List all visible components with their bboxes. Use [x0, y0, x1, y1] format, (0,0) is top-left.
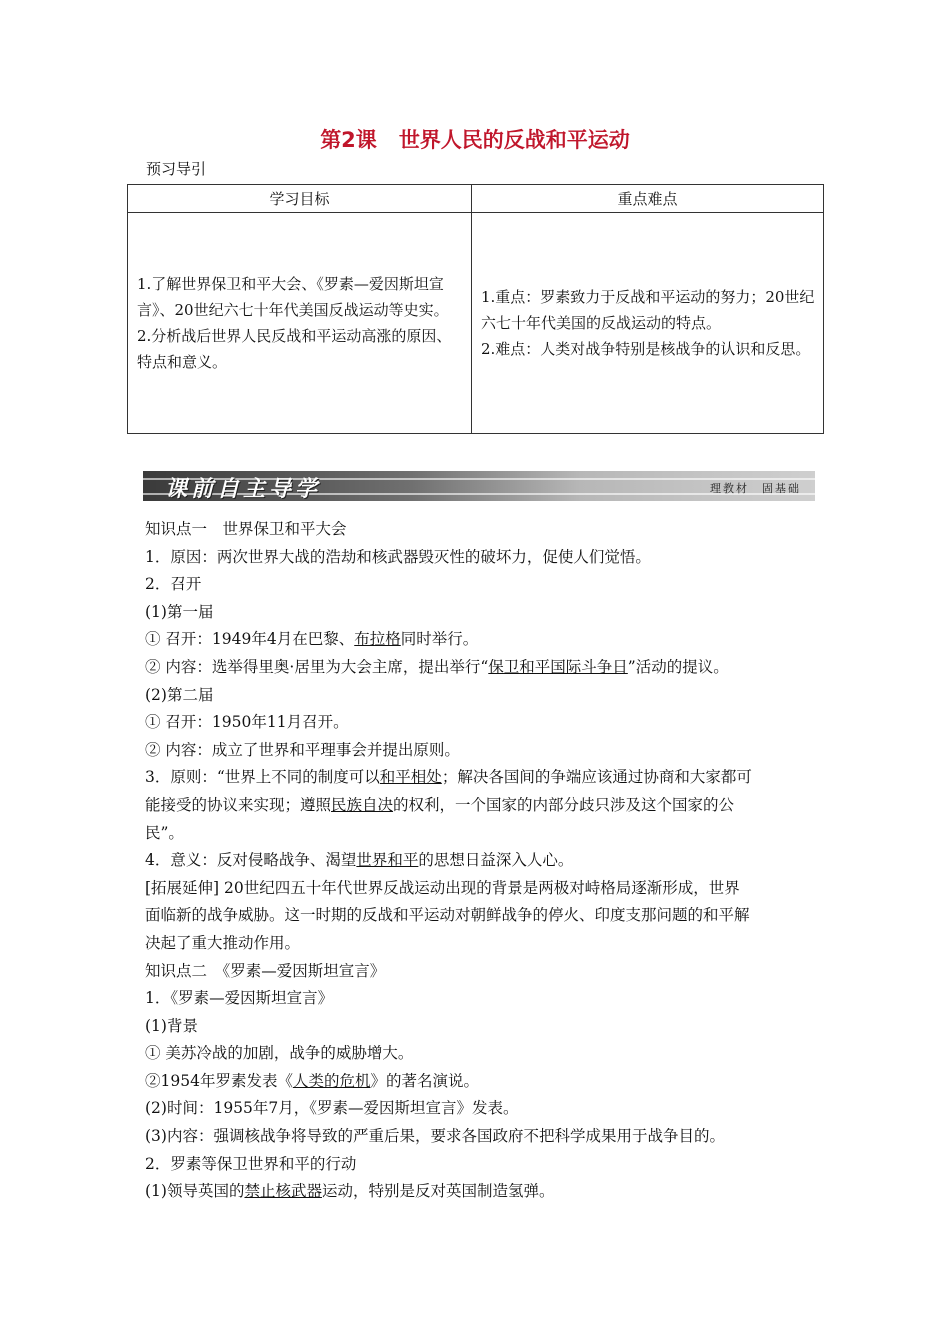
- text-line: [145, 571, 825, 599]
- answer-text: 布拉格: [354, 630, 401, 649]
- line-text: [拓展延伸] 20世纪四五十年代世界反战运动出现的背景是两极对峙格局逐渐形成，世界: [145, 878, 740, 897]
- line-text: (2)时间：1955年7月，《罗素—爱因斯坦宣言》发表。: [145, 1099, 519, 1118]
- line-text: ② 内容：选举得里奥·居里为大会主席，提出举行“: [145, 657, 489, 676]
- line-text: ② 内容：成立了世界和平理事会并提出原则。: [145, 740, 460, 759]
- text-line: [145, 764, 825, 792]
- line-text: 3．原则：“世界上不同的制度可以: [145, 768, 380, 787]
- text-line: [145, 1123, 825, 1151]
- line-text: 能接受的协议来实现；遵照: [145, 795, 332, 814]
- line-text: 2．召开: [145, 575, 202, 594]
- text-line: [145, 1040, 825, 1068]
- preview-label: 预习导引: [146, 160, 207, 178]
- goals-cell: [128, 213, 472, 434]
- text-line: [145, 737, 825, 765]
- answer-text: 保卫和平国际斗争日: [488, 657, 628, 676]
- line-text: ① 召开：1950年11月召开。: [145, 713, 349, 732]
- line-text: (2)第二届: [145, 685, 214, 704]
- goals-table: [127, 184, 824, 434]
- text-line: [145, 1095, 825, 1123]
- focus-cell: [472, 213, 824, 434]
- line-text: 同时举行。: [400, 630, 479, 649]
- line-text: 》的著名演说。: [370, 1071, 479, 1090]
- answer-text: 人类的危机: [292, 1071, 371, 1090]
- text-line: [145, 1151, 825, 1179]
- line-text: 4．意义：反对侵略战争、渴望: [145, 851, 357, 870]
- text-line: [145, 792, 825, 820]
- goals-item: 1.了解世界保卫和平大会、《罗素—爱因斯坦宣言》、20世纪六七十年代美国反战运动等史实。: [137, 275, 449, 319]
- line-text: 决起了重大推动作用。: [145, 933, 301, 952]
- line-text: (1)第一届: [145, 602, 214, 621]
- answer-text: 世界和平: [356, 851, 419, 870]
- focus-item: 2.难点：人类对战争特别是核战争的认识和反思。: [481, 340, 811, 358]
- line-text: 民”。: [145, 823, 184, 842]
- text-line: [145, 902, 825, 930]
- text-line: [145, 599, 825, 627]
- text-line: [145, 875, 825, 903]
- text-line: [145, 682, 825, 710]
- goals-item: 2.分析战后世界人民反战和平运动高涨的原因、特点和意义。: [137, 327, 452, 371]
- text-line: [145, 847, 825, 875]
- line-text: 知识点一 世界保卫和平大会: [145, 520, 347, 538]
- line-text: ① 美苏冷战的加剧，战争的威胁增大。: [145, 1044, 414, 1063]
- lesson-name: 世界人民的反战和平运动: [398, 128, 630, 152]
- answer-text: 禁止核武器: [244, 1182, 322, 1201]
- focus-header: 重点难点: [472, 185, 824, 213]
- line-text: ；解决各国间的争端应该通过协商和大家都可: [441, 768, 752, 787]
- goals-header: 学习目标: [128, 185, 472, 213]
- text-line: [145, 820, 825, 848]
- text-line: [145, 709, 825, 737]
- section-banner: [143, 471, 815, 501]
- line-text: 1．《罗素—爱因斯坦宣言》: [145, 989, 334, 1008]
- line-text: 运动，特别是反对英国制造氢弹。: [321, 1182, 555, 1201]
- line-text: 面临新的战争威胁。这一时期的反战和平运动对朝鲜战争的停火、印度支那问题的和平解: [145, 906, 750, 925]
- content-body: [145, 516, 825, 1206]
- line-text: ②1954年罗素发表《: [145, 1071, 293, 1090]
- text-line: [145, 1013, 825, 1041]
- line-text: (1)背景: [145, 1016, 198, 1035]
- banner-title: 课前自主导学: [165, 477, 322, 502]
- text-line: [145, 626, 825, 654]
- line-text: 2．罗素等保卫世界和平的行动: [145, 1154, 357, 1173]
- line-text: (1)领导英国的: [145, 1182, 245, 1201]
- answer-text: 和平相处: [379, 768, 442, 787]
- answer-text: 民族自决: [331, 795, 394, 814]
- text-line: [145, 516, 825, 544]
- line-text: ① 召开：1949年4月在巴黎、: [145, 630, 355, 649]
- text-line: [145, 930, 825, 958]
- line-text: 的思想日益深入人心。: [418, 851, 574, 870]
- line-text: 的权利，一个国家的内部分歧只涉及这个国家的公: [393, 795, 735, 814]
- lesson-number: 第2课: [320, 128, 377, 152]
- page-title: [0, 124, 950, 154]
- text-line: [145, 1178, 825, 1206]
- banner-subtitle: 理教材 固基础: [710, 482, 801, 495]
- text-line: [145, 985, 825, 1013]
- text-line: [145, 958, 825, 986]
- line-text: ”活动的提议。: [627, 657, 729, 676]
- text-line: [145, 544, 825, 572]
- text-line: [145, 654, 825, 682]
- line-text: 1．原因：两次世界大战的浩劫和核武器毁灭性的破坏力，促使人们觉悟。: [145, 547, 651, 566]
- line-text: (3)内容：强调核战争将导致的严重后果，要求各国政府不把科学成果用于战争目的。: [145, 1127, 725, 1146]
- focus-item: 1.重点：罗素致力于反战和平运动的努力；20世纪六七十年代美国的反战运动的特点。: [481, 288, 815, 332]
- line-text: 知识点二 《罗素—爱因斯坦宣言》: [145, 961, 386, 980]
- text-line: [145, 1068, 825, 1096]
